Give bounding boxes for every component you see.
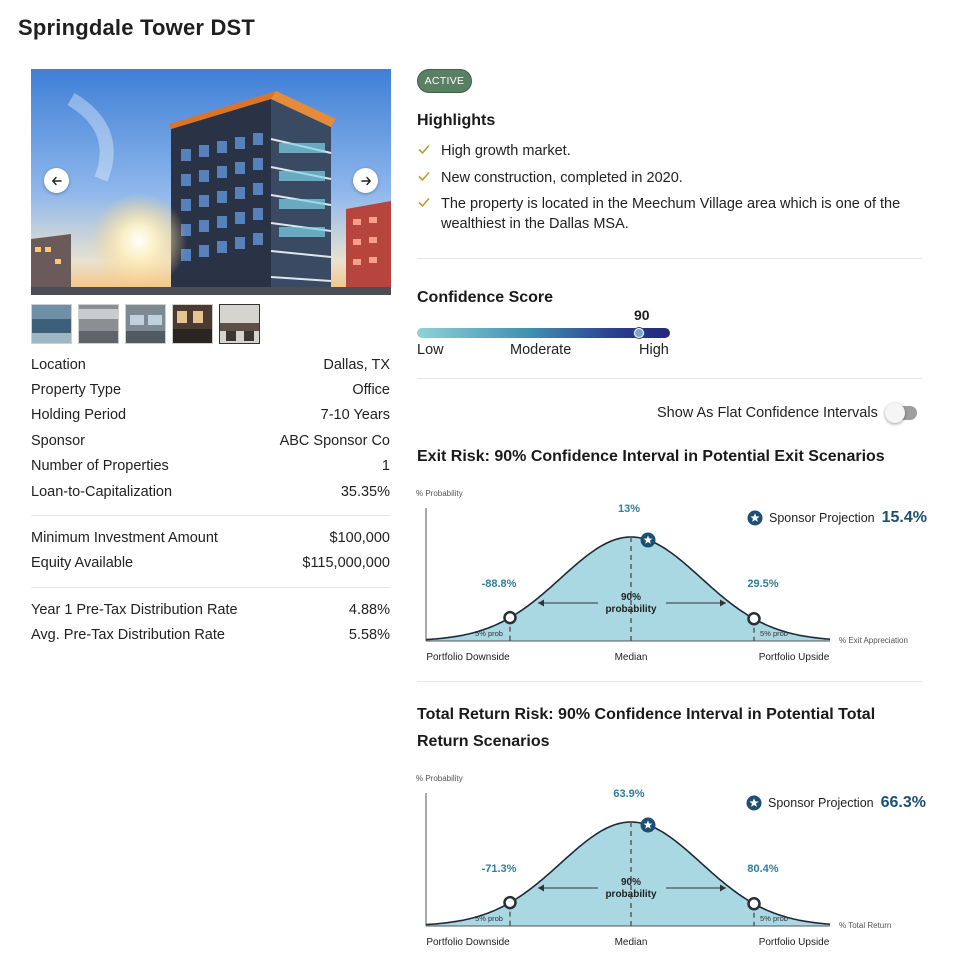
downside-marker <box>505 897 516 908</box>
detail-value: 35.35% <box>340 483 390 500</box>
detail-value: 1 <box>381 458 390 475</box>
confidence-score-value: 90 <box>634 307 650 323</box>
flat-interval-toggle-row <box>657 405 917 421</box>
highlight-text: New construction, completed in 2020. <box>441 169 683 186</box>
divider <box>417 258 922 259</box>
interval-percent-text: 90% <box>620 592 642 603</box>
x-label-downside: Portfolio Downside <box>426 937 510 948</box>
x-label-upside: Portfolio Upside <box>758 937 830 948</box>
detail-label: Location <box>31 356 86 373</box>
upside-marker <box>749 898 760 909</box>
total-return-risk-title: Total Return Risk: 90% Confidence Interval in Potential Total Return Scenarios <box>417 706 876 750</box>
y-axis-label: % Probability <box>416 774 463 783</box>
detail-value: ABC Sponsor Co <box>279 432 390 449</box>
thumbnail-strip <box>31 304 260 344</box>
detail-label: Number of Properties <box>31 458 169 475</box>
detail-row-loan-to-capitalization <box>31 479 390 504</box>
detail-label: Avg. Pre-Tax Distribution Rate <box>31 627 225 644</box>
thumbnail[interactable] <box>78 304 119 344</box>
x-label-upside: Portfolio Upside <box>758 652 830 663</box>
gallery-prev-button[interactable] <box>44 168 69 193</box>
confidence-title: Confidence Score <box>417 289 554 306</box>
detail-row-number-of-properties <box>31 454 390 479</box>
detail-label: Equity Available <box>31 555 134 572</box>
sponsor-label: Sponsor Projection <box>768 796 874 810</box>
exit-sponsor-projection <box>747 509 927 527</box>
details-group-distribution <box>31 597 390 648</box>
detail-value: Office <box>352 382 390 399</box>
highlight-item <box>417 195 922 234</box>
left-tail-label: 5% prob <box>475 914 503 923</box>
building-image <box>31 69 391 295</box>
detail-label: Holding Period <box>31 407 127 424</box>
detail-value: 5.58% <box>348 627 390 644</box>
thumbnail[interactable] <box>31 304 72 344</box>
highlight-item <box>417 169 922 190</box>
divider <box>31 515 390 516</box>
confidence-score-marker <box>634 328 644 338</box>
highlights-list <box>417 142 922 240</box>
sponsor-value: 15.4% <box>881 509 927 526</box>
detail-value: $115,000,000 <box>302 555 390 572</box>
sponsor-value: 66.3% <box>880 794 926 811</box>
downside-value-label: -88.8% <box>481 578 517 590</box>
exit-risk-title: Exit Risk: 90% Confidence Interval in Potential Exit Scenarios <box>417 448 885 465</box>
x-axis-label: % Total Return <box>839 921 892 930</box>
detail-row-sponsor <box>31 428 390 453</box>
chevron-left-icon <box>51 175 63 187</box>
status-badge: ACTIVE <box>417 69 472 93</box>
upside-value-label: 29.5% <box>747 578 779 590</box>
total-return-sponsor-projection <box>746 794 926 812</box>
detail-value: Dallas, TX <box>323 356 390 373</box>
detail-label: Minimum Investment Amount <box>31 529 218 546</box>
divider <box>417 681 922 682</box>
downside-marker <box>505 612 516 623</box>
detail-row-year1-distribution <box>31 597 390 622</box>
confidence-score-bar <box>417 328 670 338</box>
divider <box>417 378 922 379</box>
y-axis-label: % Probability <box>416 489 463 498</box>
highlight-item <box>417 142 922 163</box>
star-icon <box>747 510 763 526</box>
highlights-title: Highlights <box>417 112 496 129</box>
toggle-label: Show As Flat Confidence Intervals <box>657 405 878 421</box>
check-icon <box>417 169 441 190</box>
right-tail-label: 5% prob <box>760 629 788 638</box>
x-axis-label: % Exit Appreciation <box>839 636 908 645</box>
chevron-right-icon <box>360 175 372 187</box>
detail-row-avg-distribution <box>31 622 390 647</box>
interval-percent-text: 90% <box>620 877 642 888</box>
interval-probability-text: probability <box>605 604 657 615</box>
star-icon <box>746 795 762 811</box>
toggle-knob <box>885 403 905 423</box>
details-group-investment <box>31 525 390 576</box>
confidence-low-label: Low <box>417 342 444 358</box>
interval-probability-text: probability <box>605 889 657 900</box>
detail-value: $100,000 <box>329 529 390 546</box>
right-tail-label: 5% prob <box>760 914 788 923</box>
detail-row-property-type <box>31 377 390 402</box>
median-value-label: 63.9% <box>613 788 645 800</box>
x-label-downside: Portfolio Downside <box>426 652 510 663</box>
detail-label: Loan-to-Capitalization <box>31 483 173 500</box>
upside-marker <box>749 613 760 624</box>
detail-label: Year 1 Pre-Tax Distribution Rate <box>31 601 238 618</box>
check-icon <box>417 195 441 216</box>
page-title: Springdale Tower DST <box>18 15 256 40</box>
thumbnail-selected[interactable] <box>219 304 260 344</box>
detail-row-location <box>31 352 390 377</box>
median-value-label: 13% <box>617 503 641 515</box>
check-icon <box>417 142 441 163</box>
detail-row-equity-available <box>31 550 390 575</box>
detail-label: Sponsor <box>31 432 86 449</box>
upside-value-label: 80.4% <box>747 863 779 875</box>
detail-label: Property Type <box>31 382 122 399</box>
property-photo[interactable] <box>31 69 391 295</box>
thumbnail[interactable] <box>172 304 213 344</box>
confidence-moderate-label: Moderate <box>510 342 572 358</box>
highlight-text: The property is located in the Meechum Village area which is one of the wealthiest in the Dallas MSA. <box>441 196 901 232</box>
x-label-median: Median <box>614 937 648 948</box>
left-tail-label: 5% prob <box>475 629 503 638</box>
downside-value-label: -71.3% <box>481 863 517 875</box>
highlight-text: High growth market. <box>441 143 571 159</box>
gallery-next-button[interactable] <box>353 168 378 193</box>
x-label-median: Median <box>614 652 648 663</box>
detail-value: 4.88% <box>348 601 390 618</box>
confidence-high-label: High <box>639 342 669 358</box>
flat-interval-toggle[interactable] <box>887 406 917 420</box>
detail-row-minimum-investment <box>31 525 390 550</box>
divider <box>31 587 390 588</box>
details-group-general <box>31 352 390 504</box>
sponsor-label: Sponsor Projection <box>769 511 875 525</box>
thumbnail[interactable] <box>125 304 166 344</box>
detail-row-holding-period <box>31 403 390 428</box>
detail-value: 7-10 Years <box>320 407 390 424</box>
